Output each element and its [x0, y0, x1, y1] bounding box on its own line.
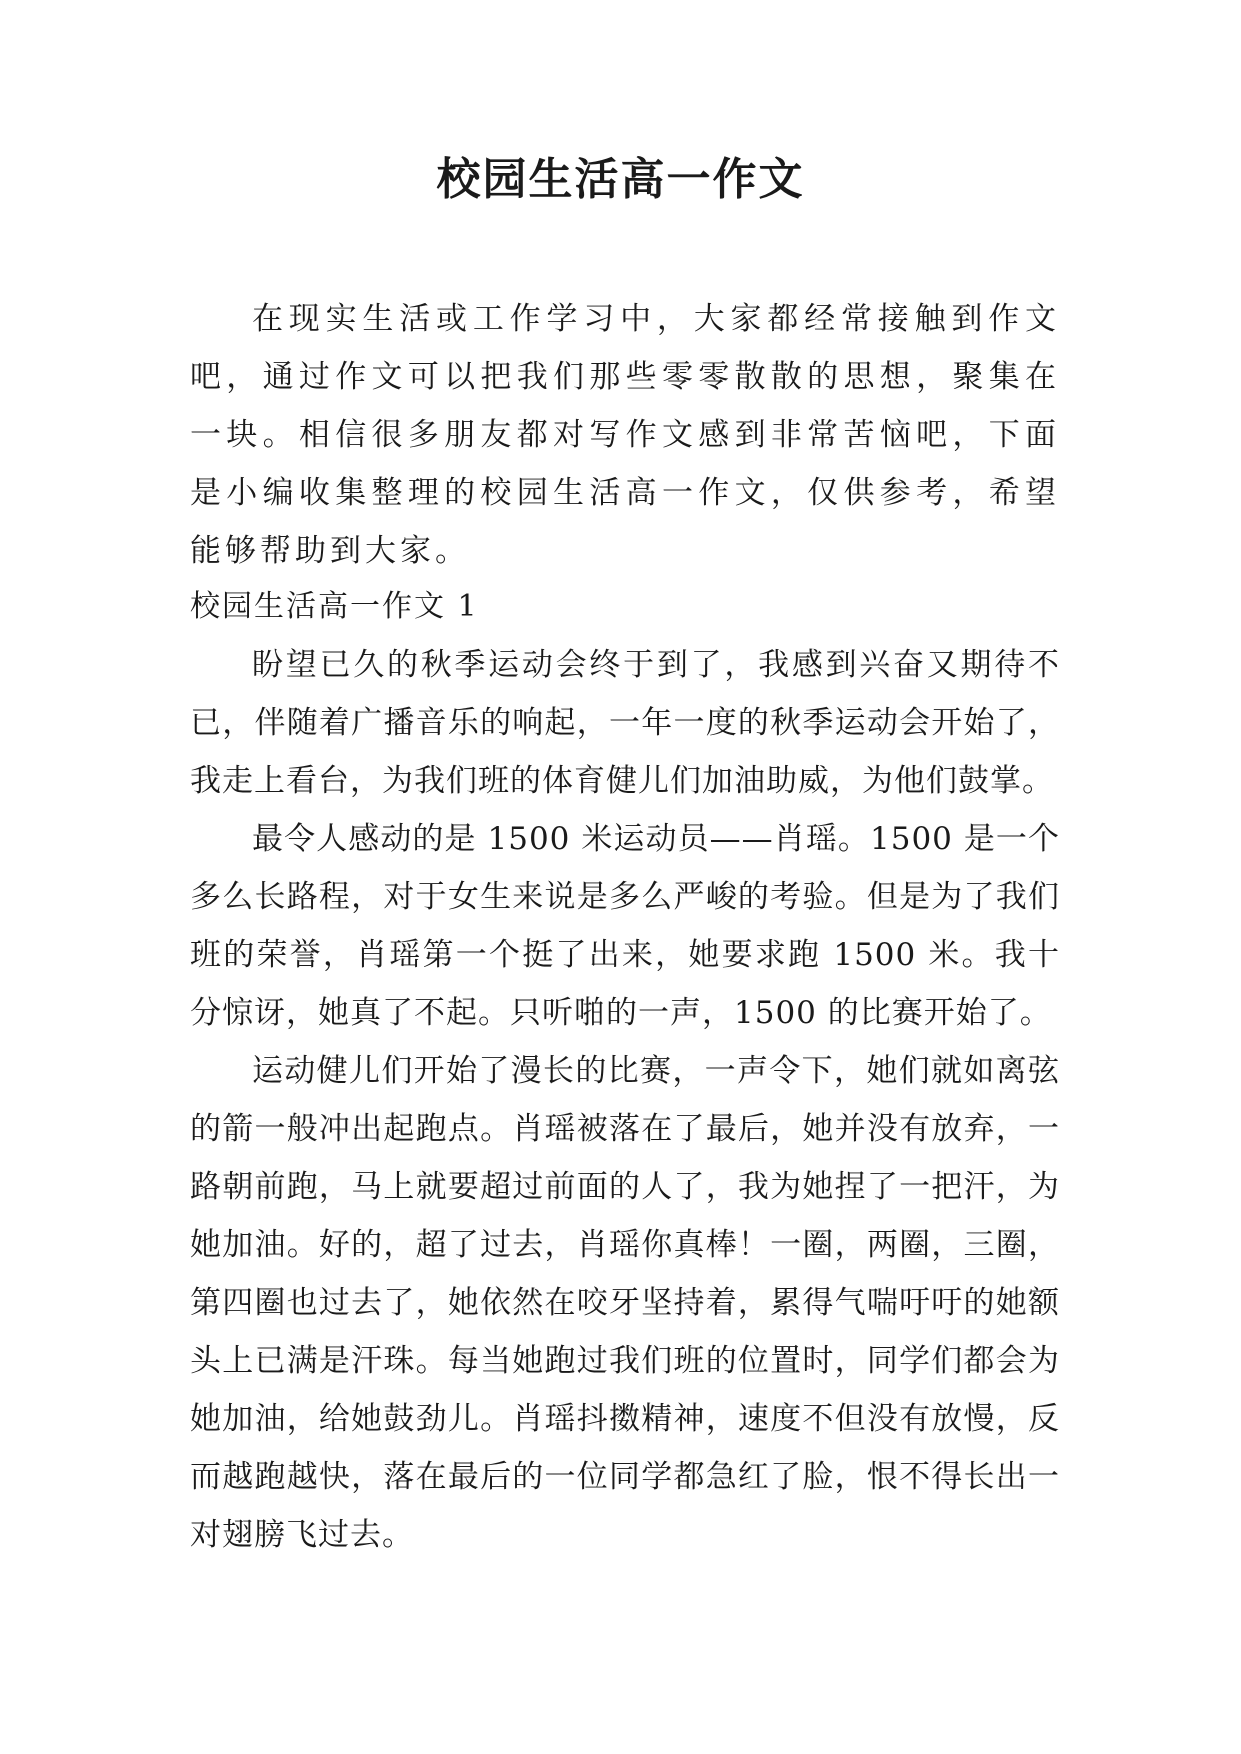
section-1 — [190, 578, 1060, 1564]
intro-block — [190, 290, 1060, 580]
body-paragraph: 最令人感动的是 1500 米运动员——肖瑶。1500 是一个多么长路程，对于女生来说是多么严峻的考验。但是为了我们班的荣誉，肖瑶第一个挺了出来，她要求跑 1500 米。我十分惊讶，她真了不起。只听啪的一声，1500 的比赛开始了。 — [190, 821, 1060, 1031]
section-heading: 校园生活高一作文 1 — [190, 589, 479, 624]
body-paragraph: 盼望已久的秋季运动会终于到了，我感到兴奋又期待不已，伴随着广播音乐的响起，一年一度的秋季运动会开始了，我走上看台，为我们班的体育健儿们加油助威，为他们鼓掌。 — [190, 647, 1060, 799]
intro-paragraph: 在现实生活或工作学习中，大家都经常接触到作文吧，通过作文可以把我们那些零零散散的思想，聚集在一块。相信很多朋友都对写作文感到非常苦恼吧，下面是小编收集整理的校园生活高一作文，仅供参考，希望能够帮助到大家。 — [190, 301, 1060, 569]
document-title: 校园生活高一作文 — [436, 154, 805, 205]
body-paragraph: 运动健儿们开始了漫长的比赛，一声令下，她们就如离弦的箭一般冲出起跑点。肖瑶被落在了最后，她并没有放弃，一路朝前跑，马上就要超过前面的人了，我为她捏了一把汗，为她加油。好的，超了过去，肖瑶你真棒！一圈，两圈，三圈，第四圈也过去了，她依然在咬牙坚持着，累得气喘吁吁的她额头上已满是汗珠。每当她跑过我们班的位置时，同学们都会为她加油，给她鼓劲儿。肖瑶抖擞精神，速度不但没有放慢，反而越跑越快，落在最后的一位同学都急红了脸，恨不得长出一对翅膀飞过去。 — [190, 1053, 1060, 1553]
